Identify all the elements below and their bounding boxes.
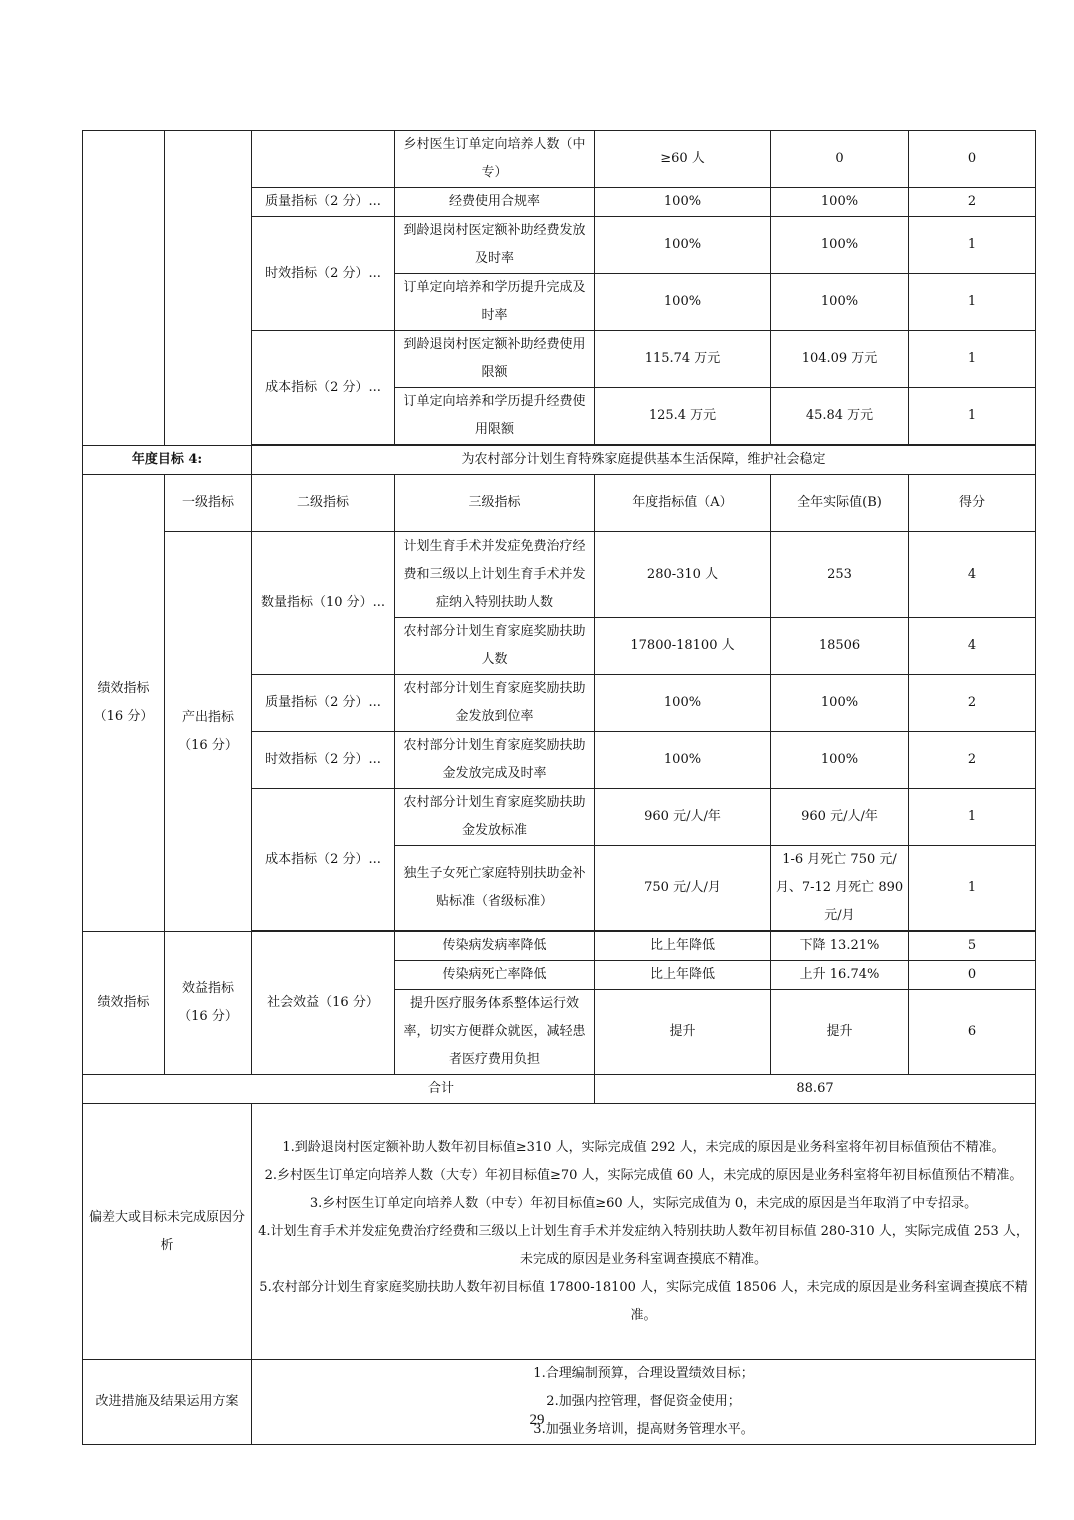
score-cell: 1 [909,331,1036,388]
actual-cell: 45.84 万元 [771,388,909,445]
improve-item: 3.加强业务培训，提高财务管理水平。 [533,1422,754,1437]
target-cell: 750 元/人/月 [595,846,771,931]
target-cell: 提升 [595,990,771,1075]
actual-cell: 提升 [771,990,909,1075]
cost-indicator-label: 成本指标（2 分）... [252,789,395,931]
target-cell: 100% [595,188,771,217]
score-cell: 4 [909,618,1036,675]
continued-level2-cell [165,131,252,446]
score-cell: 2 [909,188,1036,217]
l3-cell: 订单定向培养和学历提升经费使用限额 [395,388,595,445]
l3-cell: 农村部分计划生育家庭奖励扶助金发放到位率 [395,675,595,732]
l3-cell: 到龄退岗村医定额补助经费发放及时率 [395,217,595,274]
analysis-item: 1.到龄退岗村医定额补助人数年初目标值≥310 人，实际完成值 292 人，未完成的原因是业务科室将年初目标值预估不精准。 [282,1139,1005,1155]
actual-cell: 上升 16.74% [771,961,909,990]
actual-cell: 下降 13.21% [771,932,909,961]
actual-cell: 253 [771,532,909,618]
total-value: 88.67 [595,1075,1036,1104]
score-cell: 1 [909,846,1036,931]
score-cell: 2 [909,732,1036,789]
actual-cell: 100% [771,188,909,217]
score-cell: 4 [909,532,1036,618]
actual-cell: 100% [771,732,909,789]
timeliness-indicator-label: 时效指标（2 分）... [252,732,395,789]
quality-indicator-label: 质量指标（2 分）... [252,675,395,732]
goal4-label: 年度目标 4: [83,446,252,475]
l3-cell: 农村部分计划生育家庭奖励扶助金发放完成及时率 [395,732,595,789]
target-cell: 17800-18100 人 [595,618,771,675]
l3-cell: 农村部分计划生育家庭奖励扶助金发放标准 [395,789,595,846]
l3-cell: 到龄退岗村医定额补助经费使用限额 [395,331,595,388]
score-cell: 1 [909,274,1036,331]
target-cell: 100% [595,217,771,274]
header-level2: 二级指标 [252,475,395,532]
l3-cell: 农村部分计划生育家庭奖励扶助人数 [395,618,595,675]
l3-cell: 乡村医生订单定向培养人数（中专） [395,131,595,188]
total-label: 合计 [83,1075,595,1104]
analysis-item: 3.乡村医生订单定向培养人数（中专）年初目标值≥60 人，实际完成值为 0，未完成的原因是当年取消了中专招录。 [309,1195,978,1211]
analysis-item: 4.计划生育手术并发症免费治疗经费和三级以上计划生育手术并发症纳入特别扶助人数年初目标值 280-310 人，实际完成值 253 人，未完成的原因是业务科室调查摸底不精准。 [258,1223,1029,1267]
timeliness-indicator-label: 时效指标（2 分）... [252,217,395,331]
score-cell: 1 [909,388,1036,445]
benefit-perf-label: 绩效指标 [83,932,165,1075]
output-indicator-label: 产出指标（16 分） [165,532,252,932]
l3-cell: 提升医疗服务体系整体运行效率，切实方便群众就医，减轻患者医疗费用负担 [395,990,595,1075]
perf-indicator-label: 绩效指标（16 分） [83,475,165,932]
target-cell: 100% [595,274,771,331]
l3-cell: 独生子女死亡家庭特别扶助金补贴标准（省级标准） [395,846,595,931]
actual-cell: 1-6 月死亡 750 元/月、7-12 月死亡 890 元/月 [771,846,909,931]
actual-cell: 18506 [771,618,909,675]
analysis-content [252,1104,1036,1360]
l3-cell: 计划生育手术并发症免费治疗经费和三级以上计划生育手术并发症纳入特别扶助人数 [395,532,595,618]
header-target: 年度指标值（A） [595,475,771,532]
score-cell: 0 [909,961,1036,990]
social-benefit-label: 社会效益（16 分） [252,932,395,1075]
analysis-item: 2.乡村医生订单定向培养人数（大专）年初目标值≥70 人，实际完成值 60 人，未完成的原因是业务科室将年初目标值预估不精准。 [264,1167,1023,1183]
actual-cell: 960 元/人/年 [771,789,909,846]
score-cell: 5 [909,932,1036,961]
improve-item: 1.合理编制预算，合理设置绩效目标； [533,1366,754,1381]
target-cell: ≥60 人 [595,131,771,188]
continued-level1-cell [83,131,165,446]
target-cell: 比上年降低 [595,932,771,961]
quality-indicator-label: 质量指标（2 分）... [252,188,395,217]
quantity-indicator-label: 数量指标（10 分）... [252,532,395,675]
improve-item: 2.加强内控管理，督促资金使用； [546,1394,741,1409]
target-cell: 100% [595,675,771,732]
score-cell: 1 [909,789,1036,846]
target-cell: 115.74 万元 [595,331,771,388]
target-cell: 280-310 人 [595,532,771,618]
target-cell: 100% [595,732,771,789]
target-cell: 125.4 万元 [595,388,771,445]
score-cell: 0 [909,131,1036,188]
goal4-text: 为农村部分计划生育特殊家庭提供基本生活保障，维护社会稳定 [252,446,1036,475]
header-level3: 三级指标 [395,475,595,532]
header-actual: 全年实际值(B) [771,475,909,532]
cost-indicator-label: 成本指标（2 分）... [252,331,395,445]
continued-l2-empty [252,131,395,188]
header-level1: 一级指标 [165,475,252,532]
l3-cell: 传染病死亡率降低 [395,961,595,990]
target-cell: 比上年降低 [595,961,771,990]
analysis-item: 5.农村部分计划生育家庭奖励扶助人数年初目标值 17800-18100 人，实际完成值 18506 人，未完成的原因是业务科室调查摸底不精准。 [259,1279,1028,1323]
actual-cell: 104.09 万元 [771,331,909,388]
score-cell: 2 [909,675,1036,732]
page-number: 29 [529,1412,545,1428]
actual-cell: 0 [771,131,909,188]
score-cell: 6 [909,990,1036,1075]
l3-cell: 经费使用合规率 [395,188,595,217]
l3-cell: 订单定向培养和学历提升完成及时率 [395,274,595,331]
improve-label: 改进措施及结果运用方案 [83,1360,252,1445]
actual-cell: 100% [771,675,909,732]
benefit-level1-label: 效益指标（16 分） [165,932,252,1075]
performance-table [82,130,1036,1445]
score-cell: 1 [909,217,1036,274]
l3-cell: 传染病发病率降低 [395,932,595,961]
header-score: 得分 [909,475,1036,532]
actual-cell: 100% [771,217,909,274]
actual-cell: 100% [771,274,909,331]
improve-content [252,1360,1036,1445]
analysis-label: 偏差大或目标未完成原因分析 [83,1104,252,1360]
target-cell: 960 元/人/年 [595,789,771,846]
